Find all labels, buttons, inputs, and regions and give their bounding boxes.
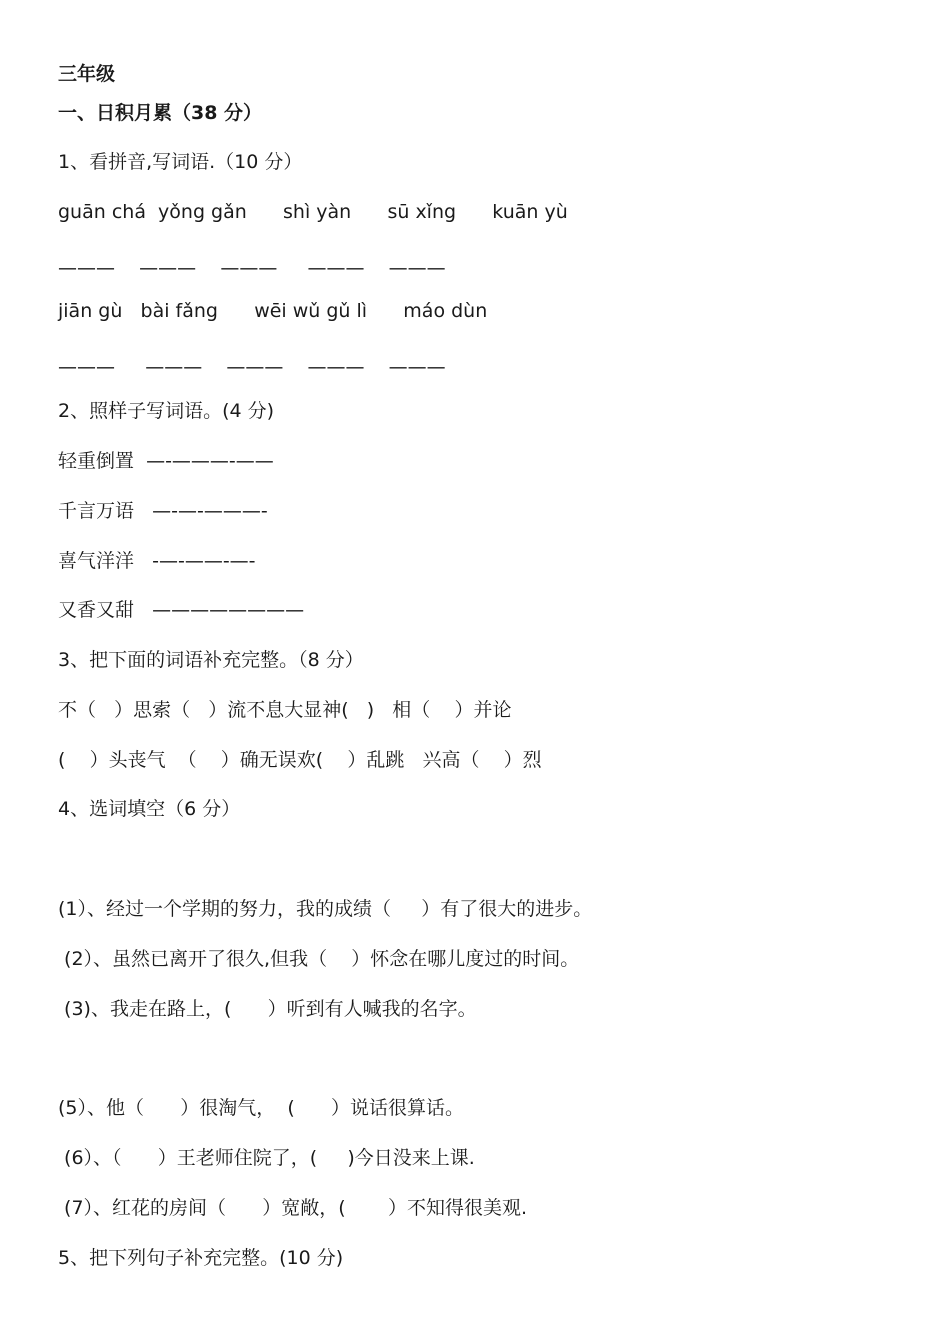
question-2-item: 轻重倒置 —-———-——	[58, 450, 274, 472]
question-2-item: 又香又甜 ————————	[58, 599, 305, 621]
question-2-title: 2、照样子写词语。(4 分)	[58, 400, 275, 422]
answer-blanks-row-1: ——— ——— ——— ——— ———	[58, 257, 446, 279]
question-3-row-2: ( ）头丧气 （ ）确无误欢( ）乱跳 兴高（ ）烈	[58, 749, 542, 771]
question-1-title: 1、看拼音,写词语.（10 分）	[58, 151, 303, 173]
section-title: 一、日积月累（38 分）	[58, 102, 263, 124]
question-5-title: 5、把下列句子补充完整。(10 分)	[58, 1247, 344, 1269]
question-2-item: 千言万语 —-—-———-	[58, 500, 268, 522]
pinyin-row-2: jiān gù bài fǎng wēi wǔ gǔ lì máo dùn	[58, 300, 488, 322]
question-2-item: 喜气洋洋 -—-——-—-	[58, 550, 256, 572]
question-4-item: (2）、虽然已离开了很久,但我（ ）怀念在哪儿度过的时间。	[58, 948, 580, 970]
question-4-item: (7）、红花的房间（ ）宽敞，( ）不知得很美观.	[58, 1197, 528, 1219]
grade-label: 三年级	[58, 63, 116, 85]
question-4-item: (1）、经过一个学期的努力，我的成绩（ ）有了很大的进步。	[58, 898, 593, 920]
question-4-title: 4、选词填空（6 分）	[58, 798, 241, 820]
question-3-title: 3、把下面的词语补充完整。（8 分）	[58, 649, 364, 671]
answer-blanks-row-2: ——— ——— ——— ——— ———	[58, 356, 446, 378]
pinyin-row-1: guān chá yǒng gǎn shì yàn sū xǐng kuān yù	[58, 201, 568, 223]
question-4-item: (3)、我走在路上，( ）听到有人喊我的名字。	[58, 998, 477, 1020]
question-4-item: (6）、（ ）王老师住院了，( )今日没来上课.	[58, 1147, 475, 1169]
question-4-item: (5）、他（ ）很淘气， ( ）说话很算话。	[58, 1097, 464, 1119]
question-3-row-1: 不（ ）思索（ ）流不息大显神( ) 相（ ）并论	[58, 699, 512, 721]
